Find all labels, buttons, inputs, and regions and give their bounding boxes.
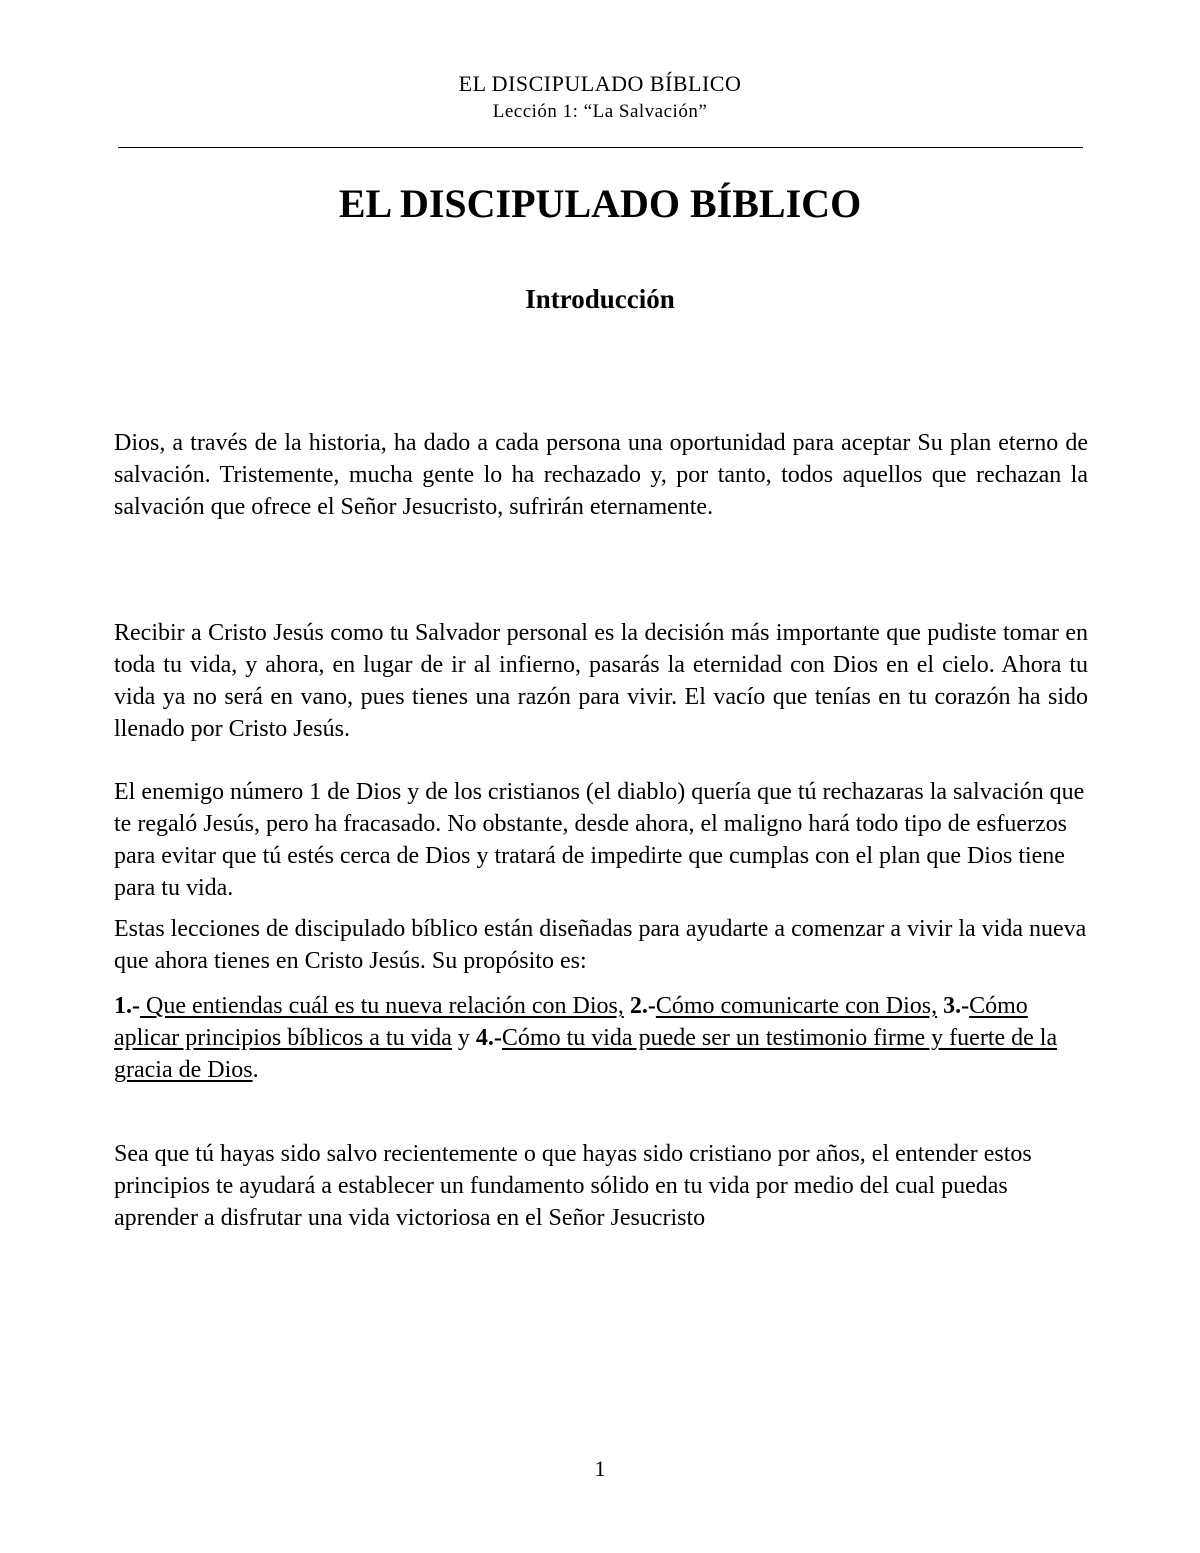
purpose-period: . xyxy=(252,1057,259,1083)
purpose-4-number: 4.- xyxy=(475,1025,502,1051)
paragraph-1: Dios, a través de la historia, ha dado a cada persona una oportunidad para aceptar Su plan eterno de salvación. Tristemente, mucha gente lo ha rechazado y, por tanto, todos aquellos que rechazan la salvación que ofrece el Señor Jesucristo, sufrirán eternamente. xyxy=(114,430,1088,520)
purpose-2-number: 2.- xyxy=(629,993,656,1019)
page-header xyxy=(0,70,1200,126)
page-title: EL DISCIPULADO BÍBLICO xyxy=(338,181,862,226)
paragraph-final: Sea que tú hayas sido salvo recientemente o que hayas sido cristiano por años, el entender estos principios te ayudará a establecer un fundamento sólido en tu vida por medio del cual puedas aprender a disfrutar una vida victoriosa en el Señor Jesucristo xyxy=(114,1141,1032,1231)
purpose-1-number: 1.- xyxy=(114,993,140,1019)
header-lesson: Lección 1: “La Salvación” xyxy=(492,101,708,122)
purpose-list xyxy=(114,990,1088,1086)
page-number: 1 xyxy=(594,1456,606,1481)
purpose-4-text: Cómo tu vida puede ser un testimonio firme y fuerte de la gracia de Dios xyxy=(114,1025,1058,1083)
paragraph-4: Estas lecciones de discipulado bíblico están diseñadas para ayudarte a comenzar a vivir la vida nueva que ahora tienes en Cristo Jesús. Su propósito es: xyxy=(114,916,1087,974)
header-rule xyxy=(118,147,1083,148)
purpose-1-text: Que entiendas cuál es tu nueva relación con Dios, xyxy=(140,993,624,1019)
purpose-3-text: Cómo aplicar principios bíblicos a tu vida xyxy=(114,993,1028,1051)
purpose-2-text: Cómo comunicarte con Dios, xyxy=(655,993,938,1019)
purpose-3-number: 3.- xyxy=(943,993,970,1019)
section-title: Introducción xyxy=(525,284,675,314)
purpose-conjunction: y xyxy=(457,1025,470,1051)
paragraph-3: El enemigo número 1 de Dios y de los cristianos (el diablo) quería que tú rechazaras la salvación que te regaló Jesús, pero ha fracasado. No obstante, desde ahora, el maligno hará todo tipo de esfuerzos para evitar que tú estés cerca de Dios y tratará de impedirte que cumplas con el plan que Dios tiene para tu vida. xyxy=(114,779,1085,901)
header-title: EL DISCIPULADO BÍBLICO xyxy=(458,71,742,96)
paragraph-2: Recibir a Cristo Jesús como tu Salvador personal es la decisión más importante que pudiste tomar en toda tu vida, y ahora, en lugar de ir al infierno, pasarás la eternidad con Dios en el cielo. Ahora tu vida ya no será en vano, pues tienes una razón para vivir. El vacío que tenías en tu corazón ha sido llenado por Cristo Jesús. xyxy=(114,620,1088,742)
